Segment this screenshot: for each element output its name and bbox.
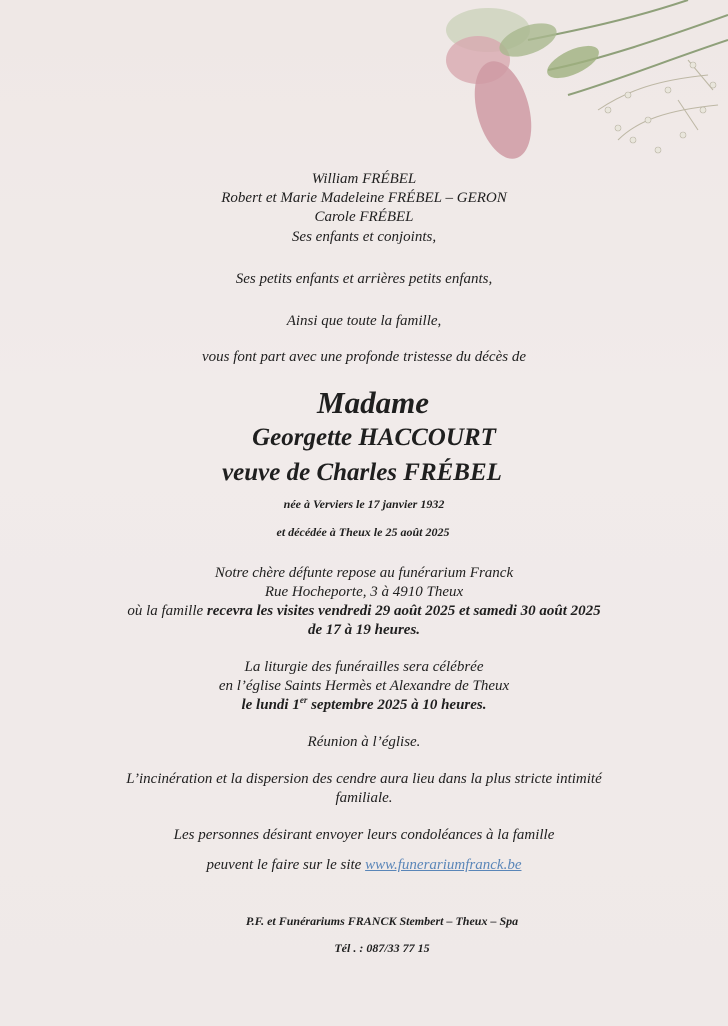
meeting-line: Réunion à l’église. <box>307 734 421 750</box>
flower-decoration <box>428 0 728 170</box>
condolences-line-1: Les personnes désirant envoyer leurs condoléances à la famille <box>173 827 555 843</box>
family-member-1: William FRÉBEL <box>311 171 417 187</box>
announce-line: vous font part avec une profonde tristesse du décès de <box>202 349 526 365</box>
death-line: et décédée à Theux le 25 août 2025 <box>276 525 450 539</box>
condolences-line-2: peuvent le faire sur le site www.funerariumfranck.be <box>206 857 522 873</box>
footer-phone: Tél . : 087/33 77 15 <box>334 941 430 955</box>
funeral-line-2: en l’église Saints Hermès et Alexandre de Theux <box>218 678 510 694</box>
website-link[interactable]: www.funerariumfranck.be <box>365 857 522 873</box>
visitation-line-2: Rue Hocheporte, 3 à 4910 Theux <box>264 584 464 600</box>
all-family-line: Ainsi que toute la famille, <box>286 313 442 329</box>
deceased-title: Madame <box>317 385 429 420</box>
birth-line: née à Verviers le 17 janvier 1932 <box>283 497 445 511</box>
footer-company: P.F. et Funérariums FRANCK Stembert – Theux – Spa <box>245 914 519 928</box>
visitation-line-3: où la famille recevra les visites vendredi 29 août 2025 et samedi 30 août 2025 <box>127 603 601 619</box>
family-member-2: Robert et Marie Madeleine FRÉBEL – GERON <box>221 190 507 206</box>
funeral-date: le lundi 1er septembre 2025 à 10 heures. <box>241 695 487 713</box>
family-member-3: Carole FRÉBEL <box>314 209 414 225</box>
deceased-widow: veuve de Charles FRÉBEL <box>222 459 502 486</box>
children-line: Ses enfants et conjoints, <box>291 229 437 245</box>
visitation-hours: de 17 à 19 heures. <box>307 622 421 638</box>
funeral-line-1: La liturgie des funérailles sera célébrée <box>244 659 484 675</box>
cremation-line-2: familiale. <box>335 790 393 806</box>
cremation-line-1: L’incinération et la dispersion des cendre aura lieu dans la plus stricte intimité <box>126 771 602 787</box>
deceased-name: Georgette HACCOURT <box>252 424 496 451</box>
grandchildren-line: Ses petits enfants et arrières petits enfants, <box>235 271 493 287</box>
visitation-line-1: Notre chère défunte repose au funérarium Franck <box>214 565 514 581</box>
